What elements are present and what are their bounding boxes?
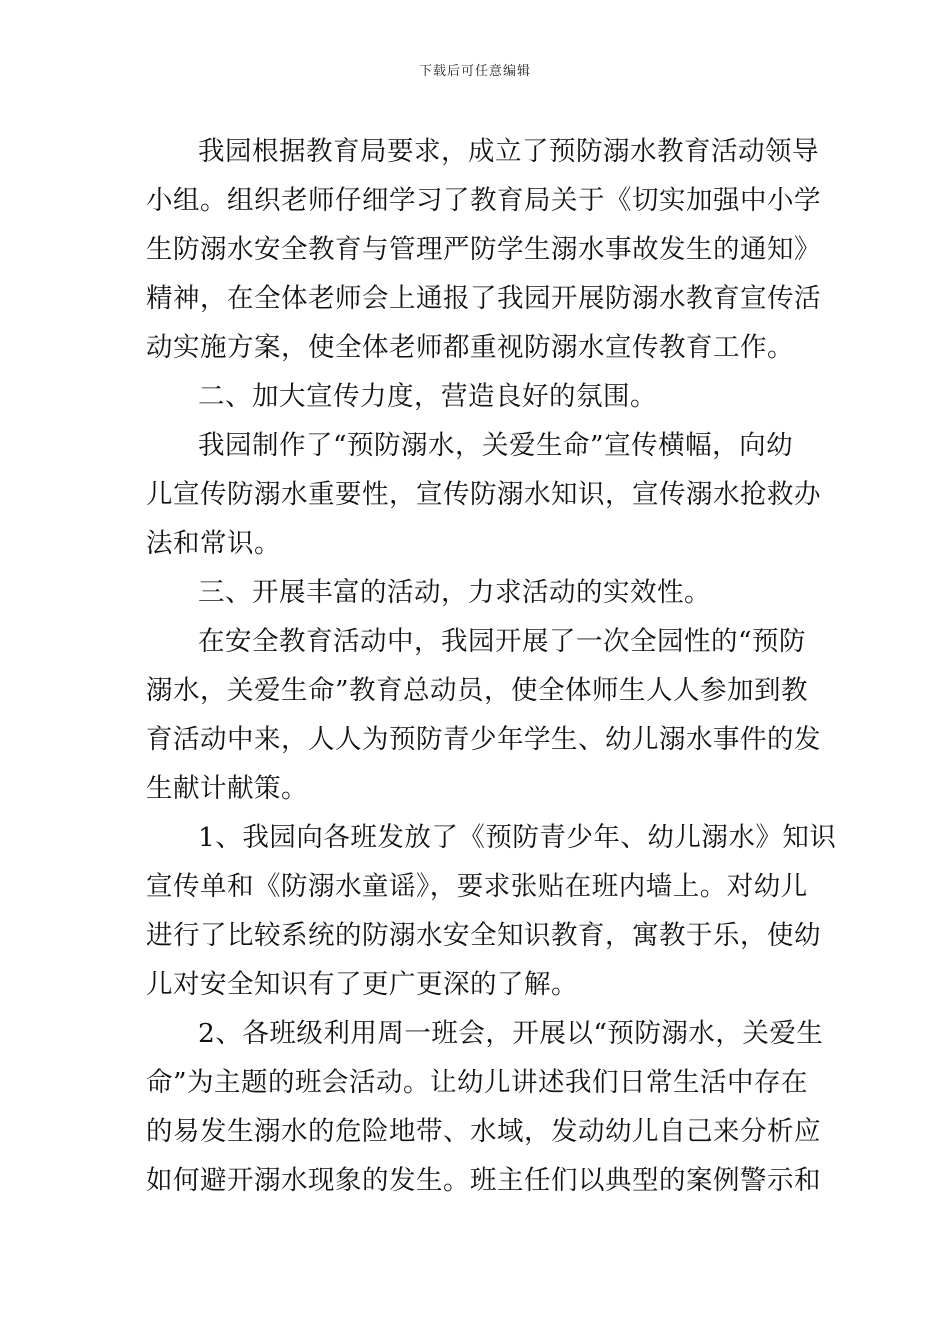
section-heading: 二、加大宣传力度，营造良好的氛围。 (198, 381, 657, 412)
page-header-note: 下载后可任意编辑 (418, 64, 531, 79)
text-line: 宣传单和《防溺水童谣》，要求张贴在班内墙上。对幼儿 (146, 871, 808, 902)
text-line: 溺水，关爱生命”教育总动员，使全体师生人人参加到教 (146, 675, 809, 706)
text-line: 的易发生溺水的危险地带、水域，发动幼儿自己来分析应 (146, 1116, 821, 1147)
text-line: 法和常识。 (146, 528, 281, 559)
document-body (146, 127, 837, 1205)
text-line: 精神，在全体老师会上通报了我园开展防溺水教育宣传活 (146, 283, 821, 314)
list-item-text: 1、我园向各班发放了《预防青少年、幼儿溺水》知识 (198, 822, 837, 853)
text-line: 进行了比较系统的防溺水安全知识教育，寓教于乐，使幼 (146, 920, 821, 951)
text-line: 我园根据教育局要求，成立了预防溺水教育活动领导 (198, 136, 819, 167)
text-line: 生献计献策。 (146, 773, 308, 804)
text-line: 如何避开溺水现象的发生。班主任们以典型的案例警示和 (146, 1165, 821, 1196)
text-line: 小组。组织老师仔细学习了教育局关于《切实加强中小学 (146, 185, 821, 216)
section-heading: 三、开展丰富的活动，力求活动的实效性。 (198, 577, 711, 608)
text-line: 育活动中来，人人为预防青少年学生、幼儿溺水事件的发 (146, 724, 821, 755)
list-item-text: 2、各班级利用周一班会，开展以“预防溺水，关爱生 (198, 1018, 824, 1049)
text-line: 在安全教育活动中，我园开展了一次全园性的“预防 (198, 626, 807, 657)
text-line: 儿对安全知识有了更广更深的了解。 (146, 969, 578, 1000)
text-line: 动实施方案，使全体老师都重视防溺水宣传教育工作。 (146, 332, 794, 363)
text-line: 生防溺水安全教育与管理严防学生溺水事故发生的通知》 (146, 234, 821, 265)
text-line: 儿宣传防溺水重要性，宣传防溺水知识，宣传溺水抢救办 (146, 479, 821, 510)
text-line: 我园制作了“预防溺水，关爱生命”宣传横幅，向幼 (198, 430, 794, 461)
text-line: 命”为主题的班会活动。让幼儿讲述我们日常生活中存在 (146, 1067, 809, 1098)
